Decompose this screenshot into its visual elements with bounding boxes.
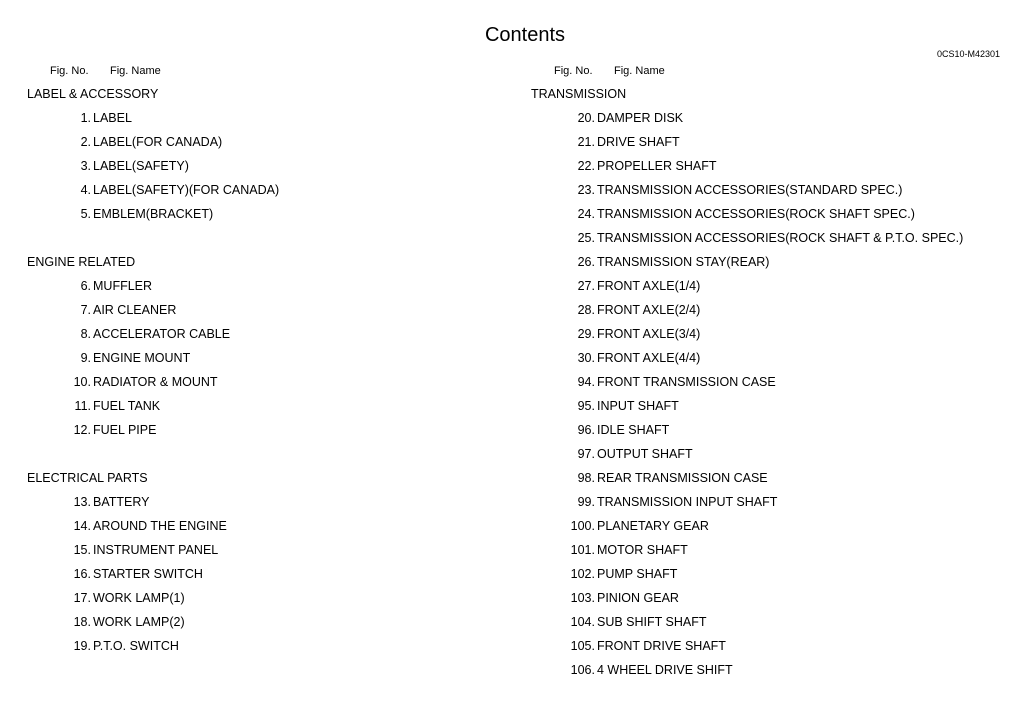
fig-name: FRONT AXLE(1/4) — [597, 279, 701, 293]
fig-number: 20. — [577, 111, 595, 125]
fig-number: 103. — [570, 591, 595, 605]
contents-entry — [504, 490, 984, 514]
fig-name: PUMP SHAFT — [597, 567, 678, 581]
fig-number: 19. — [73, 639, 91, 653]
contents-entry — [504, 250, 984, 274]
fig-number: 10. — [73, 375, 91, 389]
fig-number: 97. — [577, 447, 595, 461]
fig-name: DAMPER DISK — [597, 111, 684, 125]
contents-entry — [504, 562, 984, 586]
fig-number: 23. — [577, 183, 595, 197]
fig-name: INSTRUMENT PANEL — [93, 543, 219, 557]
contents-entry — [0, 178, 480, 202]
fig-name: ACCELERATOR CABLE — [93, 327, 231, 341]
contents-entry — [504, 226, 984, 250]
fig-number: 8. — [80, 327, 91, 341]
fig-name: TRANSMISSION STAY(REAR) — [597, 255, 770, 269]
contents-entry — [504, 322, 984, 346]
fig-name: WORK LAMP(1) — [93, 591, 185, 605]
fig-name: DRIVE SHAFT — [597, 135, 680, 149]
fig-number: 99. — [577, 495, 595, 509]
fig-number: 106. — [570, 663, 595, 677]
fig-name: INPUT SHAFT — [597, 399, 679, 413]
fig-name: LABEL — [93, 111, 132, 125]
fig-name: PINION GEAR — [597, 591, 679, 605]
section-heading — [0, 250, 480, 274]
contents-entry — [0, 202, 480, 226]
fig-number: 96. — [577, 423, 595, 437]
fig-name: TRANSMISSION ACCESSORIES(STANDARD SPEC.) — [597, 183, 903, 197]
fig-number: 100. — [570, 519, 595, 533]
contents-entry — [504, 394, 984, 418]
contents-entry — [0, 490, 480, 514]
fig-number: 21. — [577, 135, 595, 149]
fig-number: 13. — [73, 495, 91, 509]
fig-name: OUTPUT SHAFT — [597, 447, 693, 461]
section-label: TRANSMISSION — [531, 87, 627, 101]
contents-entry — [504, 154, 984, 178]
contents-entry — [0, 586, 480, 610]
contents-entry — [0, 154, 480, 178]
contents-entry — [504, 298, 984, 322]
column-header — [0, 64, 480, 78]
fig-number: 95. — [577, 399, 595, 413]
fig-name: MOTOR SHAFT — [597, 543, 688, 557]
contents-entry — [0, 610, 480, 634]
contents-entry — [504, 586, 984, 610]
fig-name: FRONT AXLE(3/4) — [597, 327, 701, 341]
fig-name: REAR TRANSMISSION CASE — [597, 471, 768, 485]
fig-number: 5. — [80, 207, 91, 221]
fig-name: BATTERY — [93, 495, 150, 509]
fig-number: 2. — [80, 135, 91, 149]
fig-number: 15. — [73, 543, 91, 557]
contents-entry — [504, 370, 984, 394]
fig-number: 6. — [80, 279, 91, 293]
fig-number: 104. — [570, 615, 595, 629]
fig-name: FRONT TRANSMISSION CASE — [597, 375, 776, 389]
fig-number: 7. — [80, 303, 91, 317]
fig-name: TRANSMISSION ACCESSORIES(ROCK SHAFT & P.T.O. SPEC.) — [597, 231, 964, 245]
contents-entry — [504, 274, 984, 298]
fig-name: ENGINE MOUNT — [93, 351, 191, 365]
fig-number: 102. — [570, 567, 595, 581]
section-label: ELECTRICAL PARTS — [27, 471, 148, 485]
contents-entry — [0, 562, 480, 586]
fig-name: PROPELLER SHAFT — [597, 159, 717, 173]
fig-number: 30. — [577, 351, 595, 365]
contents-entry — [0, 370, 480, 394]
contents-entry — [0, 394, 480, 418]
fig-name: FRONT AXLE(2/4) — [597, 303, 701, 317]
fig-name: AIR CLEANER — [93, 303, 177, 317]
section-heading — [504, 82, 984, 106]
fig-name: LABEL(SAFETY)(FOR CANADA) — [93, 183, 280, 197]
fig-number: 29. — [577, 327, 595, 341]
contents-entry — [0, 514, 480, 538]
fig-number: 12. — [73, 423, 91, 437]
fig-number: 14. — [73, 519, 91, 533]
fig-name: WORK LAMP(2) — [93, 615, 185, 629]
fig-name: P.T.O. SWITCH — [93, 639, 179, 653]
contents-entry — [504, 466, 984, 490]
fig-number: 17. — [73, 591, 91, 605]
contents-entry — [0, 130, 480, 154]
fig-number: 25. — [577, 231, 595, 245]
fig-number: 24. — [577, 207, 595, 221]
fig-number: 9. — [80, 351, 91, 365]
fig-no-header: Fig. No. — [50, 65, 89, 77]
document-id: 0CS10-M42301 — [936, 49, 1000, 59]
section-label: ENGINE RELATED — [27, 255, 136, 269]
contents-entry — [0, 538, 480, 562]
fig-number: 27. — [577, 279, 595, 293]
fig-name: 4 WHEEL DRIVE SHIFT — [597, 663, 733, 677]
fig-name: TRANSMISSION ACCESSORIES(ROCK SHAFT SPEC.) — [597, 207, 915, 221]
fig-number: 26. — [577, 255, 595, 269]
fig-name: LABEL(FOR CANADA) — [93, 135, 223, 149]
contents-entry — [504, 130, 984, 154]
fig-name: LABEL(SAFETY) — [93, 159, 189, 173]
fig-name: EMBLEM(BRACKET) — [93, 207, 214, 221]
fig-no-header: Fig. No. — [554, 65, 593, 77]
contents-entry — [504, 202, 984, 226]
fig-name: STARTER SWITCH — [93, 567, 203, 581]
fig-name: AROUND THE ENGINE — [93, 519, 227, 533]
spacer — [0, 226, 480, 250]
fig-name: PLANETARY GEAR — [597, 519, 709, 533]
fig-number: 16. — [73, 567, 91, 581]
contents-entry — [0, 298, 480, 322]
fig-name-header: Fig. Name — [110, 65, 161, 77]
page-title: Contents — [484, 24, 566, 46]
contents-entry — [0, 274, 480, 298]
fig-name: TRANSMISSION INPUT SHAFT — [597, 495, 778, 509]
contents-entry — [0, 418, 480, 442]
fig-number: 22. — [577, 159, 595, 173]
section-label: LABEL & ACCESSORY — [27, 87, 159, 101]
contents-entry — [504, 178, 984, 202]
contents-entry — [504, 106, 984, 130]
fig-name-header: Fig. Name — [614, 65, 665, 77]
fig-name: SUB SHIFT SHAFT — [597, 615, 707, 629]
fig-name: FUEL PIPE — [93, 423, 157, 437]
fig-name: IDLE SHAFT — [597, 423, 670, 437]
fig-number: 18. — [73, 615, 91, 629]
contents-entry — [504, 514, 984, 538]
contents-entry — [504, 442, 984, 466]
section-heading — [0, 466, 480, 490]
contents-entry — [504, 538, 984, 562]
contents-entry — [504, 418, 984, 442]
contents-entry — [0, 106, 480, 130]
contents-entry — [504, 658, 984, 682]
contents-entry — [504, 346, 984, 370]
fig-number: 1. — [80, 111, 91, 125]
contents-entry — [504, 634, 984, 658]
section-heading — [0, 82, 480, 106]
contents-entry — [0, 634, 480, 658]
spacer — [0, 442, 480, 466]
fig-name: FRONT DRIVE SHAFT — [597, 639, 726, 653]
fig-name: FUEL TANK — [93, 399, 161, 413]
fig-name: MUFFLER — [93, 279, 153, 293]
fig-number: 101. — [570, 543, 595, 557]
fig-number: 94. — [577, 375, 595, 389]
fig-number: 4. — [80, 183, 91, 197]
contents-entry — [0, 346, 480, 370]
contents-entry — [0, 322, 480, 346]
fig-name: RADIATOR & MOUNT — [93, 375, 218, 389]
fig-number: 3. — [80, 159, 91, 173]
fig-number: 11. — [74, 399, 91, 413]
contents-entry — [504, 610, 984, 634]
fig-name: FRONT AXLE(4/4) — [597, 351, 701, 365]
fig-number: 105. — [570, 639, 595, 653]
fig-number: 98. — [577, 471, 595, 485]
column-header — [504, 64, 984, 78]
fig-number: 28. — [577, 303, 595, 317]
